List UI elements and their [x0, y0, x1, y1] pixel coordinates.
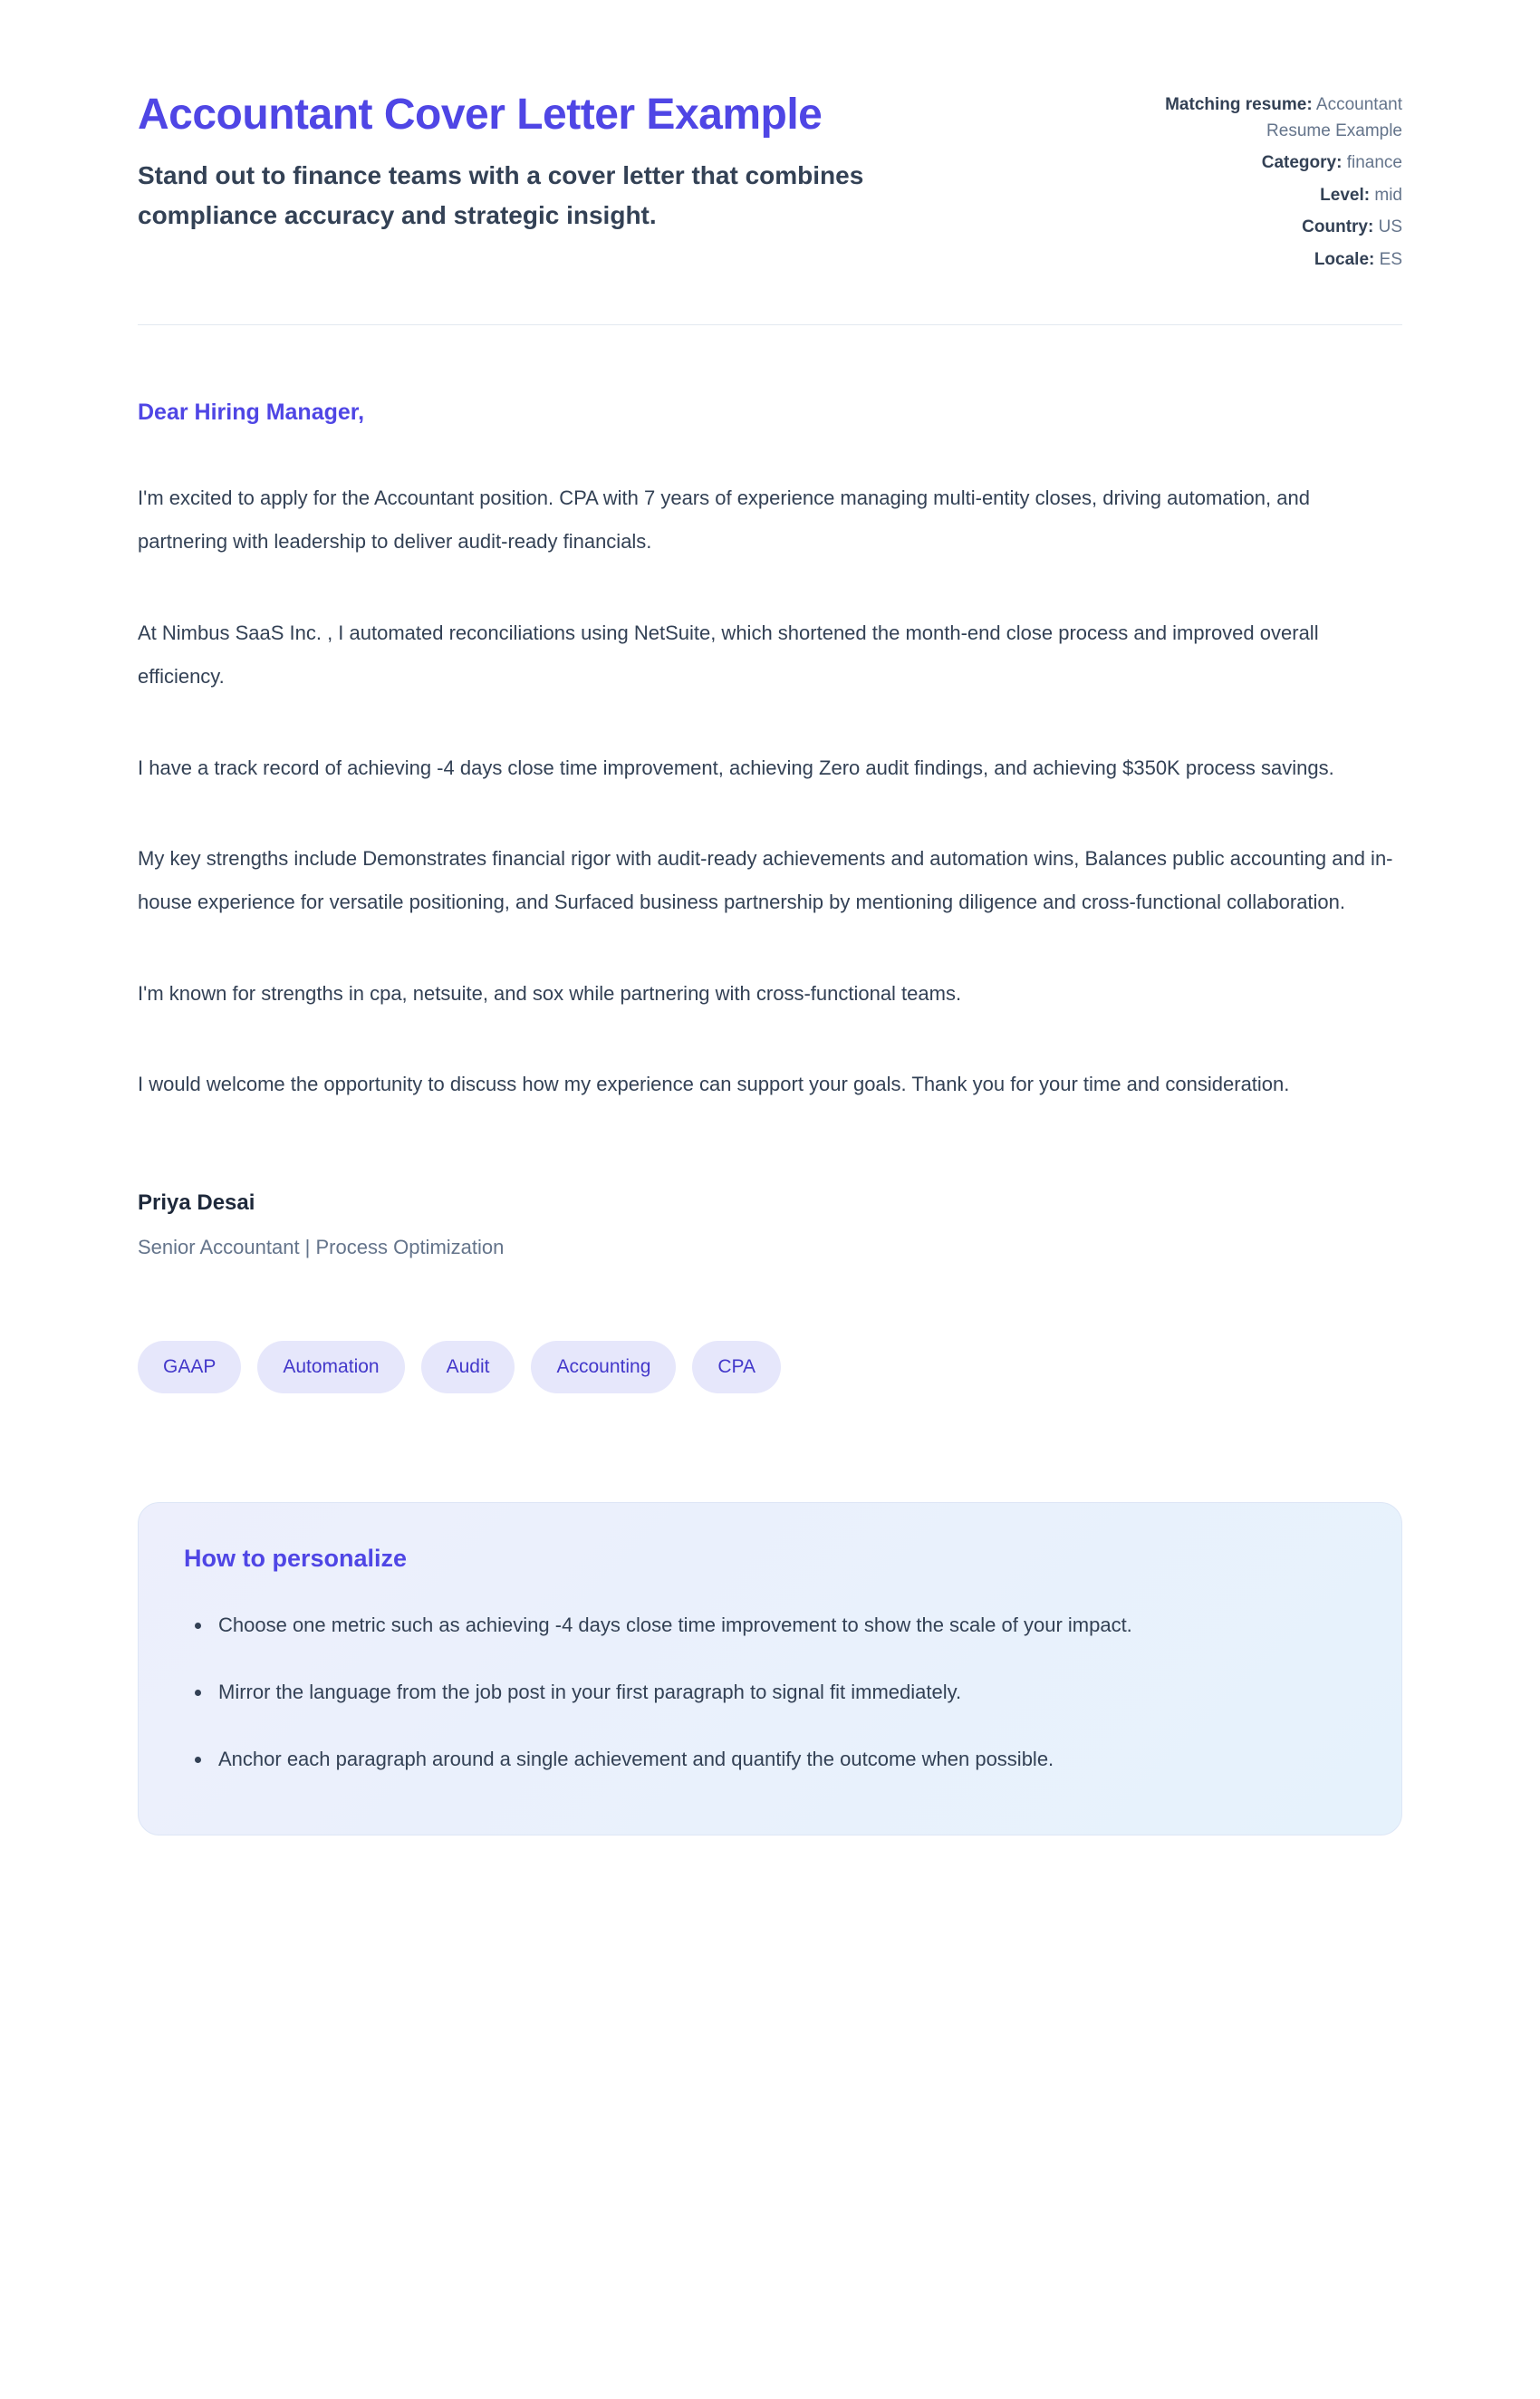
meta-label: Category: [1261, 153, 1343, 172]
tips-list [184, 1604, 1356, 1782]
meta-label: Country: [1302, 217, 1374, 236]
meta-label: Matching resume: [1165, 95, 1313, 114]
tag-pill-gaap[interactable]: GAAP [138, 1341, 241, 1393]
meta-locale [1158, 247, 1402, 274]
meta-matching-resume [1158, 92, 1402, 144]
meta-label: Level: [1320, 185, 1371, 205]
tag-pill-automation[interactable]: Automation [257, 1341, 404, 1393]
letter-paragraph-skills: I'm known for strengths in cpa, netsuite, and sox while partnering with cross-functional teams. [138, 981, 962, 1005]
cover-letter-page [138, 0, 1402, 1922]
meta-country [1158, 215, 1402, 241]
meta-value: ES [1379, 249, 1402, 269]
page-title: Accountant Cover Letter Example [138, 91, 823, 139]
meta-category [1158, 150, 1402, 177]
meta-value: finance [1346, 153, 1402, 172]
signature-block [138, 1190, 1402, 1259]
letter-paragraph-track-record: I have a track record of achieving -4 days close time improvement, achieving Zero audit findings, and achieving $350K process savings. [138, 756, 1334, 779]
letter-greeting: Dear Hiring Manager, [138, 400, 365, 425]
page-header [138, 87, 1402, 325]
tip-item-metric: • Choose one metric such as achieving -4 days close time improvement to show the scale of your impact. [213, 1604, 1356, 1647]
tag-pill-cpa[interactable]: CPA [692, 1341, 781, 1393]
tag-pill-accounting[interactable]: Accounting [531, 1341, 676, 1393]
meta-value: US [1378, 217, 1402, 236]
tag-pill-audit[interactable]: Audit [421, 1341, 515, 1393]
meta-value: mid [1374, 185, 1402, 205]
letter-paragraph-experience: At Nimbus SaaS Inc. , I automated reconciliations using NetSuite, which shortened the month-end close process and improved overall efficiency. [138, 621, 1319, 689]
signature-title: Senior Accountant | Process Optimization [138, 1235, 505, 1258]
letter-paragraph-closing: I would welcome the opportunity to discuss how my experience can support your goals. Thank you for your time and consideration. [138, 1073, 1290, 1096]
meta-label: Locale: [1314, 249, 1375, 269]
letter-paragraph-strengths: My key strengths include Demonstrates financial rigor with audit-ready achievements and automation wins, Balances public accounting and in-house experience for versatile positioning, and Surfaced business partnership by mentioning diligence and cross-functional collaboration. [138, 846, 1393, 914]
meta-panel [1158, 87, 1402, 279]
letter-paragraph-intro: I'm excited to apply for the Accountant position. CPA with 7 years of experience managing multi-entity closes, driving automation, and partnering with leadership to deliver audit-ready financials. [138, 487, 1310, 554]
meta-level [1158, 183, 1402, 209]
tip-item-mirror-language: • Mirror the language from the job post in your first paragraph to signal fit immediately. [213, 1671, 1356, 1714]
header-title-block [138, 87, 989, 235]
tag-list [138, 1341, 1402, 1393]
personalization-tips-card [138, 1502, 1402, 1835]
meta-value: Accountant Resume Example [1266, 95, 1402, 140]
page-subtitle: Stand out to finance teams with a cover letter that combines compliance accuracy and strategic insight. [138, 161, 864, 229]
signature-name: Priya Desai [138, 1190, 255, 1215]
letter-body [138, 400, 1402, 1835]
tip-item-anchor-achievement: • Anchor each paragraph around a single achievement and quantify the outcome when possible. [213, 1738, 1356, 1781]
tips-heading: How to personalize [184, 1544, 408, 1572]
